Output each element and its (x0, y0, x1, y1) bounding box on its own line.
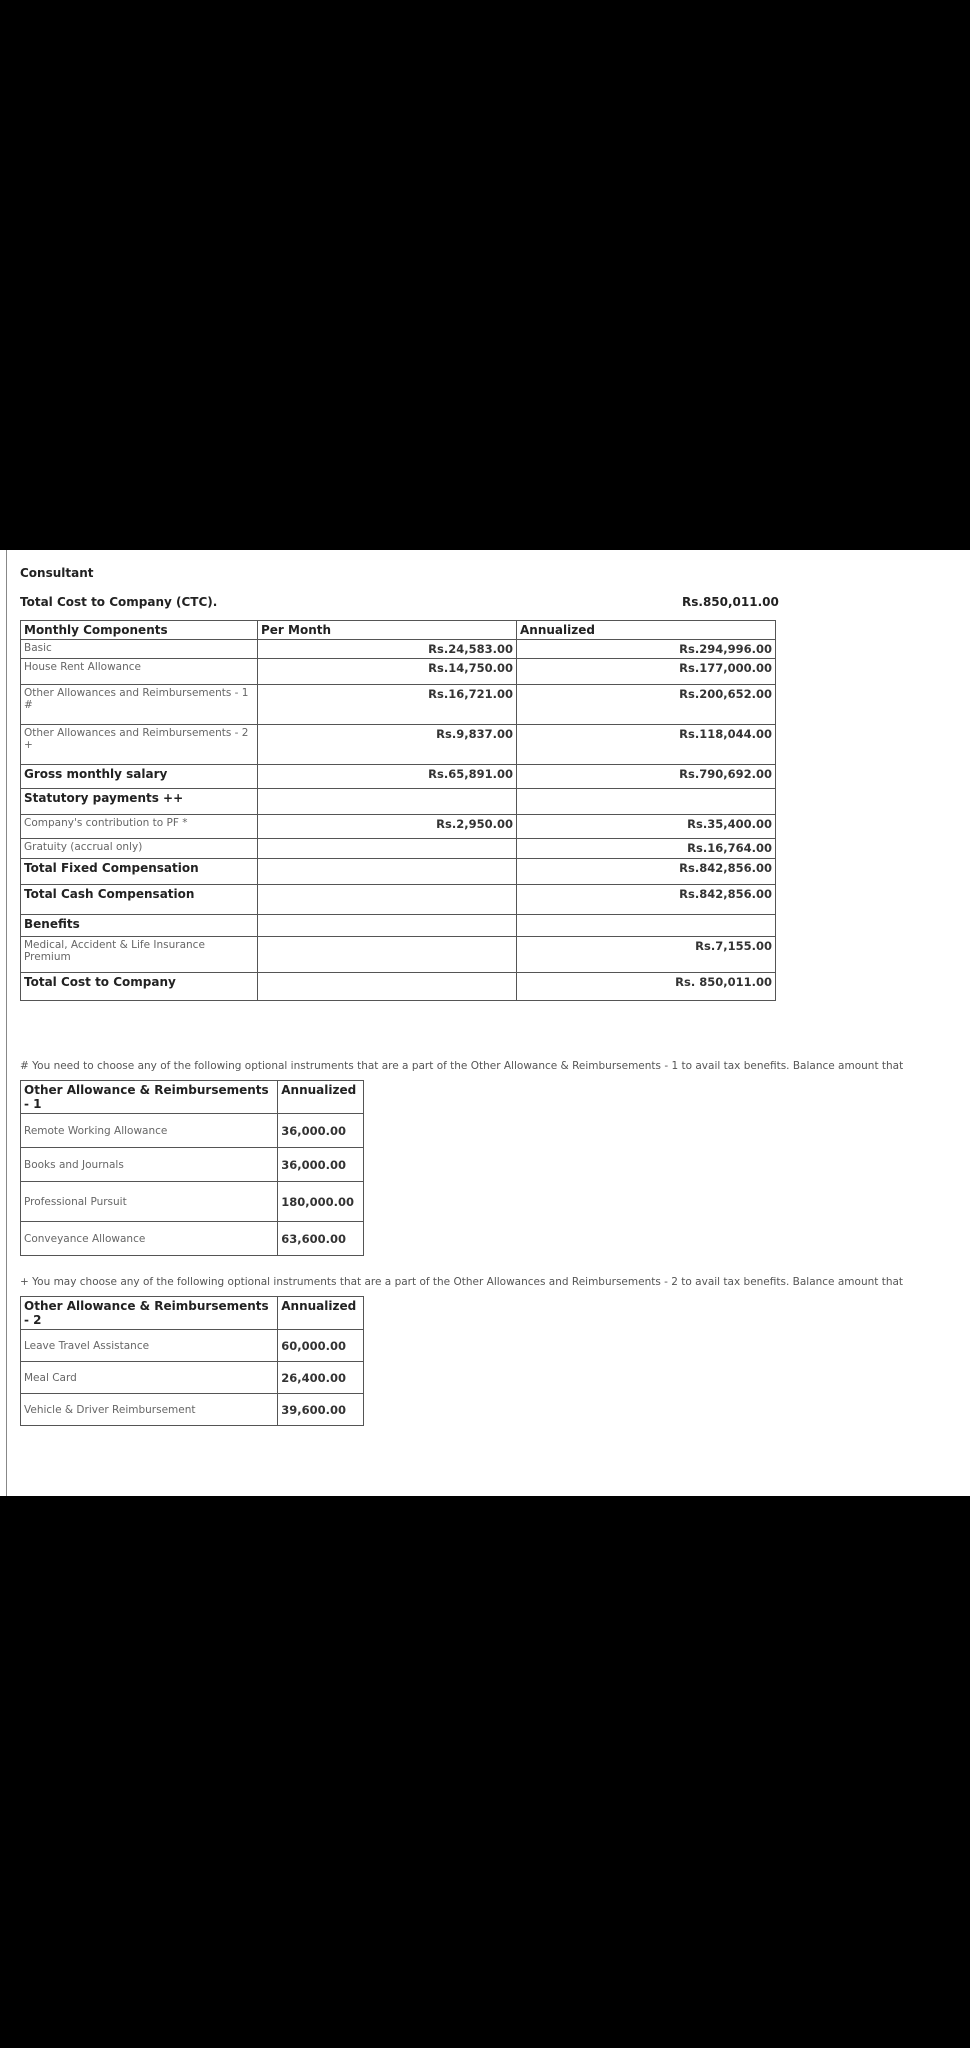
row-label: Total Cost to Company (21, 973, 258, 1001)
row-label: Total Cash Compensation (21, 885, 258, 915)
annualized-value: Rs.177,000.00 (517, 659, 776, 685)
allowance-annualized-value: 180,000.00 (278, 1182, 364, 1222)
compensation-table (20, 620, 776, 1001)
allowance-annualized-value: 36,000.00 (278, 1148, 364, 1182)
annualized-value: Rs.35,400.00 (517, 815, 776, 839)
row-label: Company's contribution to PF * (21, 815, 258, 839)
row-label: Gross monthly salary (21, 765, 258, 789)
table-row (21, 725, 776, 765)
allowance-1-table (20, 1080, 364, 1256)
col-header-components: Monthly Components (21, 621, 258, 640)
col-header-annualized-1: Annualized (278, 1081, 364, 1114)
table-row (21, 973, 776, 1001)
table-row (21, 1148, 364, 1182)
col-header-annualized: Annualized (517, 621, 776, 640)
row-label: Other Allowances and Reimbursements - 1 # (21, 685, 258, 725)
table-row (21, 937, 776, 973)
table-row (21, 659, 776, 685)
table-row (21, 789, 776, 815)
annualized-value: Rs.842,856.00 (517, 859, 776, 885)
per-month-value (258, 839, 517, 859)
allowance-annualized-value: 60,000.00 (278, 1330, 364, 1362)
col-header-annualized-2: Annualized (278, 1297, 364, 1330)
allowance-label: Books and Journals (21, 1148, 278, 1182)
table-row (21, 640, 776, 659)
role-title: Consultant (20, 566, 94, 580)
annualized-value: Rs.790,692.00 (517, 765, 776, 789)
table-row (21, 1114, 364, 1148)
left-border (6, 550, 7, 1496)
per-month-value (258, 789, 517, 815)
table-row (21, 839, 776, 859)
per-month-value (258, 937, 517, 973)
row-label: Medical, Accident & Life Insurance Premium (21, 937, 258, 973)
annualized-value: Rs.7,155.00 (517, 937, 776, 973)
table-row (21, 1362, 364, 1394)
allowance-label: Meal Card (21, 1362, 278, 1394)
per-month-value: Rs.2,950.00 (258, 815, 517, 839)
allowance-label: Conveyance Allowance (21, 1222, 278, 1256)
per-month-value: Rs.9,837.00 (258, 725, 517, 765)
allowance-2-table (20, 1296, 364, 1426)
col-header-allowance-2: Other Allowance & Reimbursements - 2 (21, 1297, 278, 1330)
table-row (21, 1394, 364, 1426)
table-row (21, 685, 776, 725)
table-row (21, 1182, 364, 1222)
table-row (21, 765, 776, 789)
annualized-value (517, 789, 776, 815)
allowance-annualized-value: 63,600.00 (278, 1222, 364, 1256)
allowance-annualized-value: 39,600.00 (278, 1394, 364, 1426)
annualized-value: Rs. 850,011.00 (517, 973, 776, 1001)
annualized-value: Rs.842,856.00 (517, 885, 776, 915)
row-label: Basic (21, 640, 258, 659)
note-allowance-2: + You may choose any of the following optional instruments that are a part of the Other Allowances and Reimbursements - 2 to avail tax benefits. Balance amount that (20, 1276, 904, 1288)
row-label: Total Fixed Compensation (21, 859, 258, 885)
ctc-value: Rs.850,011.00 (682, 595, 779, 609)
row-label: Other Allowances and Reimbursements - 2 + (21, 725, 258, 765)
annualized-value: Rs.118,044.00 (517, 725, 776, 765)
table-row (21, 1330, 364, 1362)
annualized-value (517, 915, 776, 937)
per-month-value: Rs.65,891.00 (258, 765, 517, 789)
annualized-value: Rs.294,996.00 (517, 640, 776, 659)
per-month-value (258, 973, 517, 1001)
annualized-value: Rs.16,764.00 (517, 839, 776, 859)
note-allowance-1: # You need to choose any of the following optional instruments that are a part of the Other Allowance & Reimbursements - 1 to avail tax benefits. Balance amount that (20, 1060, 904, 1072)
per-month-value: Rs.14,750.00 (258, 659, 517, 685)
allowance-annualized-value: 26,400.00 (278, 1362, 364, 1394)
per-month-value: Rs.16,721.00 (258, 685, 517, 725)
col-header-allowance-1: Other Allowance & Reimbursements - 1 (21, 1081, 278, 1114)
table-row (21, 815, 776, 839)
salary-document (0, 550, 970, 1496)
per-month-value: Rs.24,583.00 (258, 640, 517, 659)
table-row (21, 859, 776, 885)
row-label: Statutory payments ++ (21, 789, 258, 815)
col-header-per-month: Per Month (258, 621, 517, 640)
table-row (21, 915, 776, 937)
ctc-label: Total Cost to Company (CTC). (20, 595, 218, 609)
allowance-label: Professional Pursuit (21, 1182, 278, 1222)
row-label: Benefits (21, 915, 258, 937)
allowance-label: Remote Working Allowance (21, 1114, 278, 1148)
row-label: Gratuity (accrual only) (21, 839, 258, 859)
per-month-value (258, 885, 517, 915)
allowance-label: Vehicle & Driver Reimbursement (21, 1394, 278, 1426)
annualized-value: Rs.200,652.00 (517, 685, 776, 725)
row-label: House Rent Allowance (21, 659, 258, 685)
allowance-annualized-value: 36,000.00 (278, 1114, 364, 1148)
per-month-value (258, 915, 517, 937)
per-month-value (258, 859, 517, 885)
table-row (21, 1222, 364, 1256)
table-row (21, 885, 776, 915)
allowance-label: Leave Travel Assistance (21, 1330, 278, 1362)
